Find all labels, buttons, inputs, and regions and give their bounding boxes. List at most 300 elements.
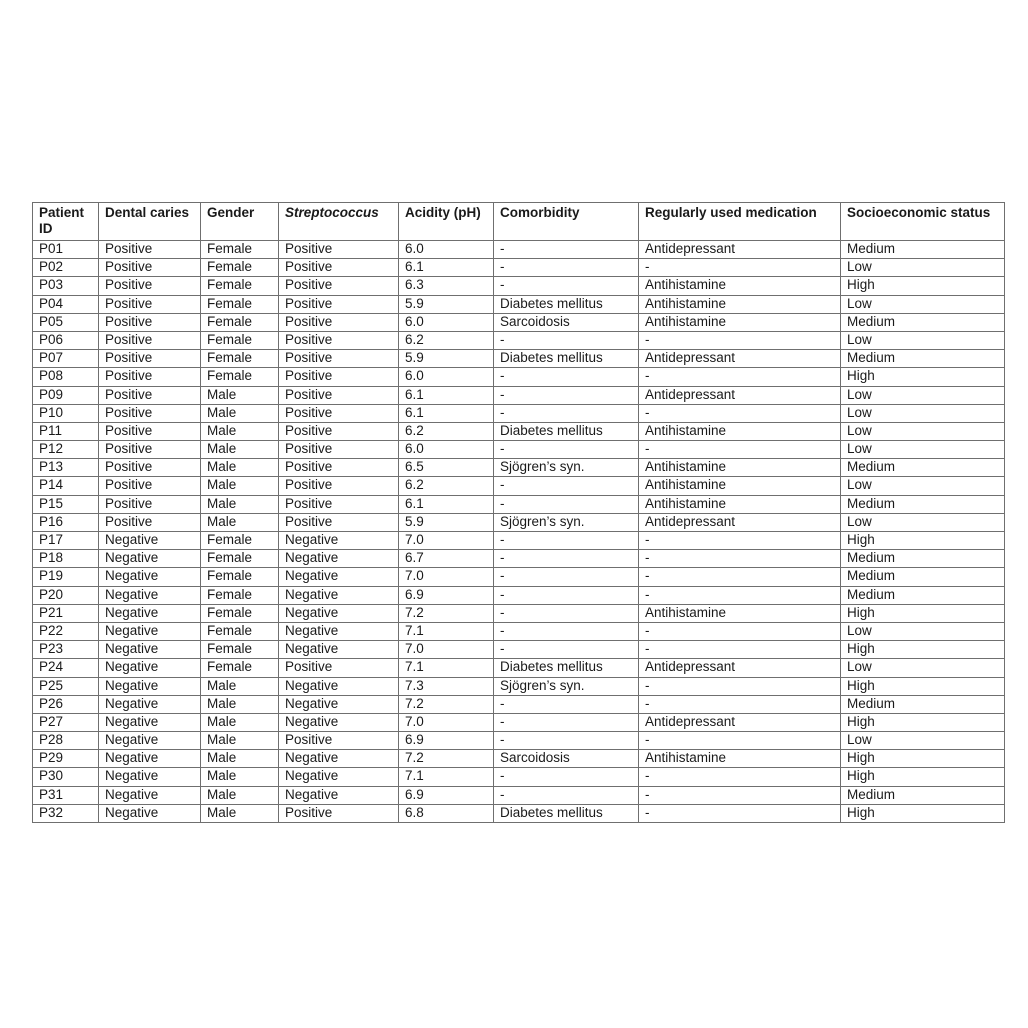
cell-acidity: 6.5 [399, 459, 494, 477]
cell-medication: - [639, 368, 841, 386]
table-row [33, 677, 1005, 695]
table-row [33, 804, 1005, 822]
cell-medication: Antihistamine [639, 459, 841, 477]
cell-dental-caries: Negative [99, 677, 201, 695]
cell-socioeconomic-status: Low [841, 422, 1005, 440]
cell-streptococcus: Negative [279, 622, 399, 640]
cell-patient-id: P05 [33, 313, 99, 331]
cell-medication: - [639, 641, 841, 659]
cell-medication: Antihistamine [639, 604, 841, 622]
cell-patient-id: P30 [33, 768, 99, 786]
cell-gender: Male [201, 804, 279, 822]
table-row [33, 331, 1005, 349]
cell-streptococcus: Positive [279, 441, 399, 459]
cell-acidity: 7.0 [399, 641, 494, 659]
cell-dental-caries: Positive [99, 477, 201, 495]
cell-socioeconomic-status: High [841, 677, 1005, 695]
cell-dental-caries: Negative [99, 532, 201, 550]
cell-acidity: 7.2 [399, 695, 494, 713]
cell-socioeconomic-status: High [841, 277, 1005, 295]
table-row [33, 550, 1005, 568]
cell-dental-caries: Negative [99, 641, 201, 659]
cell-gender: Male [201, 459, 279, 477]
cell-patient-id: P09 [33, 386, 99, 404]
cell-comorbidity: Sarcoidosis [494, 313, 639, 331]
table-row [33, 695, 1005, 713]
cell-patient-id: P11 [33, 422, 99, 440]
cell-patient-id: P25 [33, 677, 99, 695]
cell-gender: Female [201, 241, 279, 259]
cell-gender: Male [201, 713, 279, 731]
cell-comorbidity: - [494, 695, 639, 713]
cell-acidity: 7.3 [399, 677, 494, 695]
cell-medication: - [639, 550, 841, 568]
cell-medication: Antihistamine [639, 495, 841, 513]
header-streptococcus: Streptococcus [279, 203, 399, 241]
cell-medication: Antihistamine [639, 750, 841, 768]
cell-socioeconomic-status: Low [841, 295, 1005, 313]
cell-comorbidity: Diabetes mellitus [494, 804, 639, 822]
cell-medication: Antidepressant [639, 241, 841, 259]
cell-medication: - [639, 786, 841, 804]
cell-medication: - [639, 695, 841, 713]
cell-gender: Male [201, 441, 279, 459]
cell-streptococcus: Positive [279, 422, 399, 440]
cell-socioeconomic-status: High [841, 532, 1005, 550]
cell-socioeconomic-status: Low [841, 513, 1005, 531]
cell-comorbidity: - [494, 368, 639, 386]
cell-dental-caries: Positive [99, 513, 201, 531]
cell-comorbidity: - [494, 713, 639, 731]
cell-patient-id: P27 [33, 713, 99, 731]
cell-comorbidity: - [494, 768, 639, 786]
header-patient-id: Patient ID [33, 203, 99, 241]
cell-dental-caries: Positive [99, 404, 201, 422]
cell-medication: Antidepressant [639, 713, 841, 731]
cell-patient-id: P13 [33, 459, 99, 477]
cell-acidity: 7.0 [399, 568, 494, 586]
cell-dental-caries: Positive [99, 295, 201, 313]
cell-socioeconomic-status: Medium [841, 786, 1005, 804]
cell-acidity: 5.9 [399, 513, 494, 531]
cell-patient-id: P19 [33, 568, 99, 586]
cell-gender: Male [201, 768, 279, 786]
cell-comorbidity: - [494, 786, 639, 804]
cell-medication: Antidepressant [639, 386, 841, 404]
cell-dental-caries: Negative [99, 550, 201, 568]
cell-streptococcus: Positive [279, 804, 399, 822]
patient-data-table [32, 202, 1005, 823]
cell-gender: Female [201, 532, 279, 550]
cell-patient-id: P04 [33, 295, 99, 313]
cell-dental-caries: Negative [99, 604, 201, 622]
cell-patient-id: P23 [33, 641, 99, 659]
cell-streptococcus: Positive [279, 295, 399, 313]
cell-comorbidity: - [494, 241, 639, 259]
cell-socioeconomic-status: Medium [841, 350, 1005, 368]
cell-socioeconomic-status: Low [841, 259, 1005, 277]
header-acidity: Acidity (pH) [399, 203, 494, 241]
cell-dental-caries: Positive [99, 495, 201, 513]
table-row [33, 495, 1005, 513]
cell-streptococcus: Positive [279, 732, 399, 750]
cell-socioeconomic-status: Low [841, 404, 1005, 422]
cell-comorbidity: Sjögren’s syn. [494, 459, 639, 477]
cell-patient-id: P15 [33, 495, 99, 513]
cell-comorbidity: - [494, 386, 639, 404]
cell-gender: Male [201, 404, 279, 422]
cell-gender: Female [201, 568, 279, 586]
cell-patient-id: P08 [33, 368, 99, 386]
cell-dental-caries: Positive [99, 241, 201, 259]
cell-medication: - [639, 622, 841, 640]
cell-socioeconomic-status: High [841, 641, 1005, 659]
cell-streptococcus: Negative [279, 786, 399, 804]
table-row [33, 386, 1005, 404]
cell-patient-id: P32 [33, 804, 99, 822]
cell-dental-caries: Negative [99, 695, 201, 713]
cell-medication: Antidepressant [639, 513, 841, 531]
cell-streptococcus: Positive [279, 241, 399, 259]
table-row [33, 750, 1005, 768]
cell-streptococcus: Negative [279, 641, 399, 659]
cell-patient-id: P21 [33, 604, 99, 622]
cell-dental-caries: Positive [99, 277, 201, 295]
cell-gender: Female [201, 331, 279, 349]
cell-gender: Female [201, 368, 279, 386]
cell-streptococcus: Negative [279, 695, 399, 713]
cell-medication: - [639, 259, 841, 277]
cell-gender: Male [201, 677, 279, 695]
cell-socioeconomic-status: Low [841, 732, 1005, 750]
cell-streptococcus: Negative [279, 750, 399, 768]
cell-comorbidity: Sjögren’s syn. [494, 677, 639, 695]
cell-streptococcus: Positive [279, 313, 399, 331]
cell-gender: Male [201, 386, 279, 404]
cell-medication: - [639, 768, 841, 786]
cell-dental-caries: Positive [99, 386, 201, 404]
cell-dental-caries: Negative [99, 659, 201, 677]
cell-gender: Male [201, 750, 279, 768]
cell-dental-caries: Negative [99, 804, 201, 822]
cell-acidity: 7.2 [399, 604, 494, 622]
cell-streptococcus: Negative [279, 604, 399, 622]
cell-streptococcus: Positive [279, 477, 399, 495]
cell-acidity: 6.9 [399, 586, 494, 604]
table-row [33, 404, 1005, 422]
table-row [33, 241, 1005, 259]
cell-medication: - [639, 732, 841, 750]
cell-acidity: 6.0 [399, 441, 494, 459]
cell-comorbidity: - [494, 586, 639, 604]
cell-streptococcus: Positive [279, 259, 399, 277]
cell-patient-id: P28 [33, 732, 99, 750]
cell-socioeconomic-status: Medium [841, 695, 1005, 713]
cell-comorbidity: Diabetes mellitus [494, 659, 639, 677]
cell-comorbidity: - [494, 495, 639, 513]
cell-streptococcus: Positive [279, 459, 399, 477]
cell-comorbidity: - [494, 622, 639, 640]
cell-acidity: 6.1 [399, 259, 494, 277]
cell-acidity: 7.0 [399, 713, 494, 731]
cell-medication: - [639, 586, 841, 604]
cell-acidity: 6.7 [399, 550, 494, 568]
cell-gender: Female [201, 604, 279, 622]
cell-acidity: 6.2 [399, 477, 494, 495]
cell-gender: Male [201, 422, 279, 440]
cell-streptococcus: Negative [279, 768, 399, 786]
cell-gender: Male [201, 786, 279, 804]
cell-comorbidity: Diabetes mellitus [494, 295, 639, 313]
cell-medication: Antidepressant [639, 350, 841, 368]
cell-dental-caries: Negative [99, 586, 201, 604]
cell-socioeconomic-status: High [841, 713, 1005, 731]
cell-streptococcus: Negative [279, 550, 399, 568]
cell-gender: Female [201, 641, 279, 659]
cell-dental-caries: Negative [99, 750, 201, 768]
cell-medication: Antihistamine [639, 477, 841, 495]
cell-socioeconomic-status: Medium [841, 313, 1005, 331]
table-row [33, 259, 1005, 277]
cell-acidity: 7.1 [399, 768, 494, 786]
cell-acidity: 6.0 [399, 241, 494, 259]
cell-gender: Male [201, 495, 279, 513]
cell-comorbidity: - [494, 259, 639, 277]
cell-acidity: 6.2 [399, 422, 494, 440]
cell-dental-caries: Negative [99, 622, 201, 640]
table-row [33, 513, 1005, 531]
cell-socioeconomic-status: Medium [841, 459, 1005, 477]
cell-patient-id: P14 [33, 477, 99, 495]
cell-dental-caries: Positive [99, 368, 201, 386]
cell-medication: Antihistamine [639, 277, 841, 295]
cell-medication: - [639, 404, 841, 422]
cell-comorbidity: - [494, 477, 639, 495]
table-header [33, 203, 1005, 241]
cell-socioeconomic-status: High [841, 368, 1005, 386]
cell-comorbidity: Diabetes mellitus [494, 350, 639, 368]
cell-acidity: 5.9 [399, 295, 494, 313]
cell-socioeconomic-status: Low [841, 441, 1005, 459]
cell-medication: - [639, 532, 841, 550]
cell-dental-caries: Negative [99, 768, 201, 786]
cell-streptococcus: Positive [279, 495, 399, 513]
cell-medication: Antidepressant [639, 659, 841, 677]
cell-socioeconomic-status: Medium [841, 550, 1005, 568]
table-row [33, 313, 1005, 331]
cell-socioeconomic-status: Low [841, 622, 1005, 640]
cell-patient-id: P10 [33, 404, 99, 422]
cell-socioeconomic-status: Low [841, 331, 1005, 349]
cell-gender: Male [201, 732, 279, 750]
cell-gender: Female [201, 277, 279, 295]
cell-dental-caries: Positive [99, 422, 201, 440]
cell-patient-id: P02 [33, 259, 99, 277]
cell-acidity: 7.1 [399, 622, 494, 640]
cell-dental-caries: Negative [99, 568, 201, 586]
cell-comorbidity: - [494, 277, 639, 295]
cell-patient-id: P01 [33, 241, 99, 259]
cell-streptococcus: Positive [279, 350, 399, 368]
cell-comorbidity: - [494, 331, 639, 349]
cell-dental-caries: Positive [99, 259, 201, 277]
cell-streptococcus: Positive [279, 404, 399, 422]
cell-streptococcus: Negative [279, 568, 399, 586]
cell-streptococcus: Positive [279, 331, 399, 349]
cell-patient-id: P06 [33, 331, 99, 349]
cell-gender: Female [201, 622, 279, 640]
cell-gender: Female [201, 313, 279, 331]
cell-gender: Female [201, 586, 279, 604]
cell-medication: - [639, 804, 841, 822]
cell-comorbidity: Sjögren’s syn. [494, 513, 639, 531]
cell-socioeconomic-status: Medium [841, 568, 1005, 586]
table-row [33, 295, 1005, 313]
cell-comorbidity: - [494, 532, 639, 550]
cell-dental-caries: Negative [99, 786, 201, 804]
cell-medication: - [639, 568, 841, 586]
table-row [33, 586, 1005, 604]
table-row [33, 768, 1005, 786]
cell-patient-id: P31 [33, 786, 99, 804]
cell-streptococcus: Positive [279, 513, 399, 531]
cell-patient-id: P16 [33, 513, 99, 531]
table-row [33, 277, 1005, 295]
cell-comorbidity: - [494, 441, 639, 459]
cell-acidity: 6.0 [399, 368, 494, 386]
cell-socioeconomic-status: High [841, 768, 1005, 786]
table-row [33, 641, 1005, 659]
cell-gender: Male [201, 477, 279, 495]
cell-comorbidity: - [494, 568, 639, 586]
cell-comorbidity: - [494, 404, 639, 422]
cell-dental-caries: Positive [99, 313, 201, 331]
cell-streptococcus: Positive [279, 277, 399, 295]
cell-dental-caries: Positive [99, 331, 201, 349]
header-row [33, 203, 1005, 241]
cell-gender: Female [201, 550, 279, 568]
header-gender: Gender [201, 203, 279, 241]
cell-socioeconomic-status: Low [841, 659, 1005, 677]
table-row [33, 441, 1005, 459]
table-row [33, 477, 1005, 495]
cell-socioeconomic-status: High [841, 804, 1005, 822]
cell-medication: Antihistamine [639, 313, 841, 331]
cell-streptococcus: Negative [279, 677, 399, 695]
cell-patient-id: P24 [33, 659, 99, 677]
header-medication: Regularly used medication [639, 203, 841, 241]
cell-gender: Male [201, 513, 279, 531]
cell-comorbidity: Diabetes mellitus [494, 422, 639, 440]
cell-gender: Male [201, 695, 279, 713]
cell-streptococcus: Positive [279, 368, 399, 386]
cell-acidity: 5.9 [399, 350, 494, 368]
cell-patient-id: P17 [33, 532, 99, 550]
table-row [33, 659, 1005, 677]
header-socioeconomic-status: Socioeconomic status [841, 203, 1005, 241]
cell-streptococcus: Positive [279, 386, 399, 404]
cell-comorbidity: - [494, 641, 639, 659]
cell-patient-id: P26 [33, 695, 99, 713]
cell-medication: - [639, 441, 841, 459]
cell-patient-id: P07 [33, 350, 99, 368]
cell-acidity: 7.0 [399, 532, 494, 550]
cell-acidity: 6.1 [399, 386, 494, 404]
cell-acidity: 6.2 [399, 331, 494, 349]
cell-socioeconomic-status: Medium [841, 241, 1005, 259]
table-row [33, 732, 1005, 750]
cell-patient-id: P18 [33, 550, 99, 568]
table-row [33, 622, 1005, 640]
table-row [33, 422, 1005, 440]
cell-medication: Antihistamine [639, 422, 841, 440]
cell-socioeconomic-status: Medium [841, 495, 1005, 513]
cell-dental-caries: Positive [99, 441, 201, 459]
cell-streptococcus: Positive [279, 659, 399, 677]
cell-gender: Female [201, 659, 279, 677]
cell-gender: Female [201, 295, 279, 313]
cell-streptococcus: Negative [279, 532, 399, 550]
table-row [33, 368, 1005, 386]
cell-acidity: 6.3 [399, 277, 494, 295]
cell-acidity: 6.0 [399, 313, 494, 331]
header-dental-caries: Dental caries [99, 203, 201, 241]
cell-dental-caries: Positive [99, 350, 201, 368]
cell-dental-caries: Positive [99, 459, 201, 477]
cell-patient-id: P12 [33, 441, 99, 459]
cell-acidity: 7.1 [399, 659, 494, 677]
cell-medication: - [639, 331, 841, 349]
table-row [33, 786, 1005, 804]
table-row [33, 459, 1005, 477]
cell-acidity: 6.9 [399, 786, 494, 804]
cell-socioeconomic-status: Medium [841, 586, 1005, 604]
cell-dental-caries: Negative [99, 732, 201, 750]
cell-acidity: 6.1 [399, 495, 494, 513]
cell-streptococcus: Negative [279, 713, 399, 731]
table-row [33, 568, 1005, 586]
cell-patient-id: P03 [33, 277, 99, 295]
cell-medication: Antihistamine [639, 295, 841, 313]
cell-comorbidity: Sarcoidosis [494, 750, 639, 768]
cell-comorbidity: - [494, 732, 639, 750]
cell-comorbidity: - [494, 550, 639, 568]
table-row [33, 350, 1005, 368]
cell-patient-id: P20 [33, 586, 99, 604]
cell-socioeconomic-status: Low [841, 386, 1005, 404]
table-row [33, 532, 1005, 550]
cell-acidity: 6.9 [399, 732, 494, 750]
cell-socioeconomic-status: High [841, 750, 1005, 768]
cell-acidity: 6.1 [399, 404, 494, 422]
cell-comorbidity: - [494, 604, 639, 622]
cell-medication: - [639, 677, 841, 695]
header-comorbidity: Comorbidity [494, 203, 639, 241]
cell-acidity: 7.2 [399, 750, 494, 768]
cell-acidity: 6.8 [399, 804, 494, 822]
cell-socioeconomic-status: High [841, 604, 1005, 622]
cell-patient-id: P22 [33, 622, 99, 640]
cell-patient-id: P29 [33, 750, 99, 768]
cell-socioeconomic-status: Low [841, 477, 1005, 495]
table-row [33, 604, 1005, 622]
cell-streptococcus: Negative [279, 586, 399, 604]
table-row [33, 713, 1005, 731]
cell-gender: Female [201, 350, 279, 368]
table-body [33, 241, 1005, 823]
cell-dental-caries: Negative [99, 713, 201, 731]
cell-gender: Female [201, 259, 279, 277]
